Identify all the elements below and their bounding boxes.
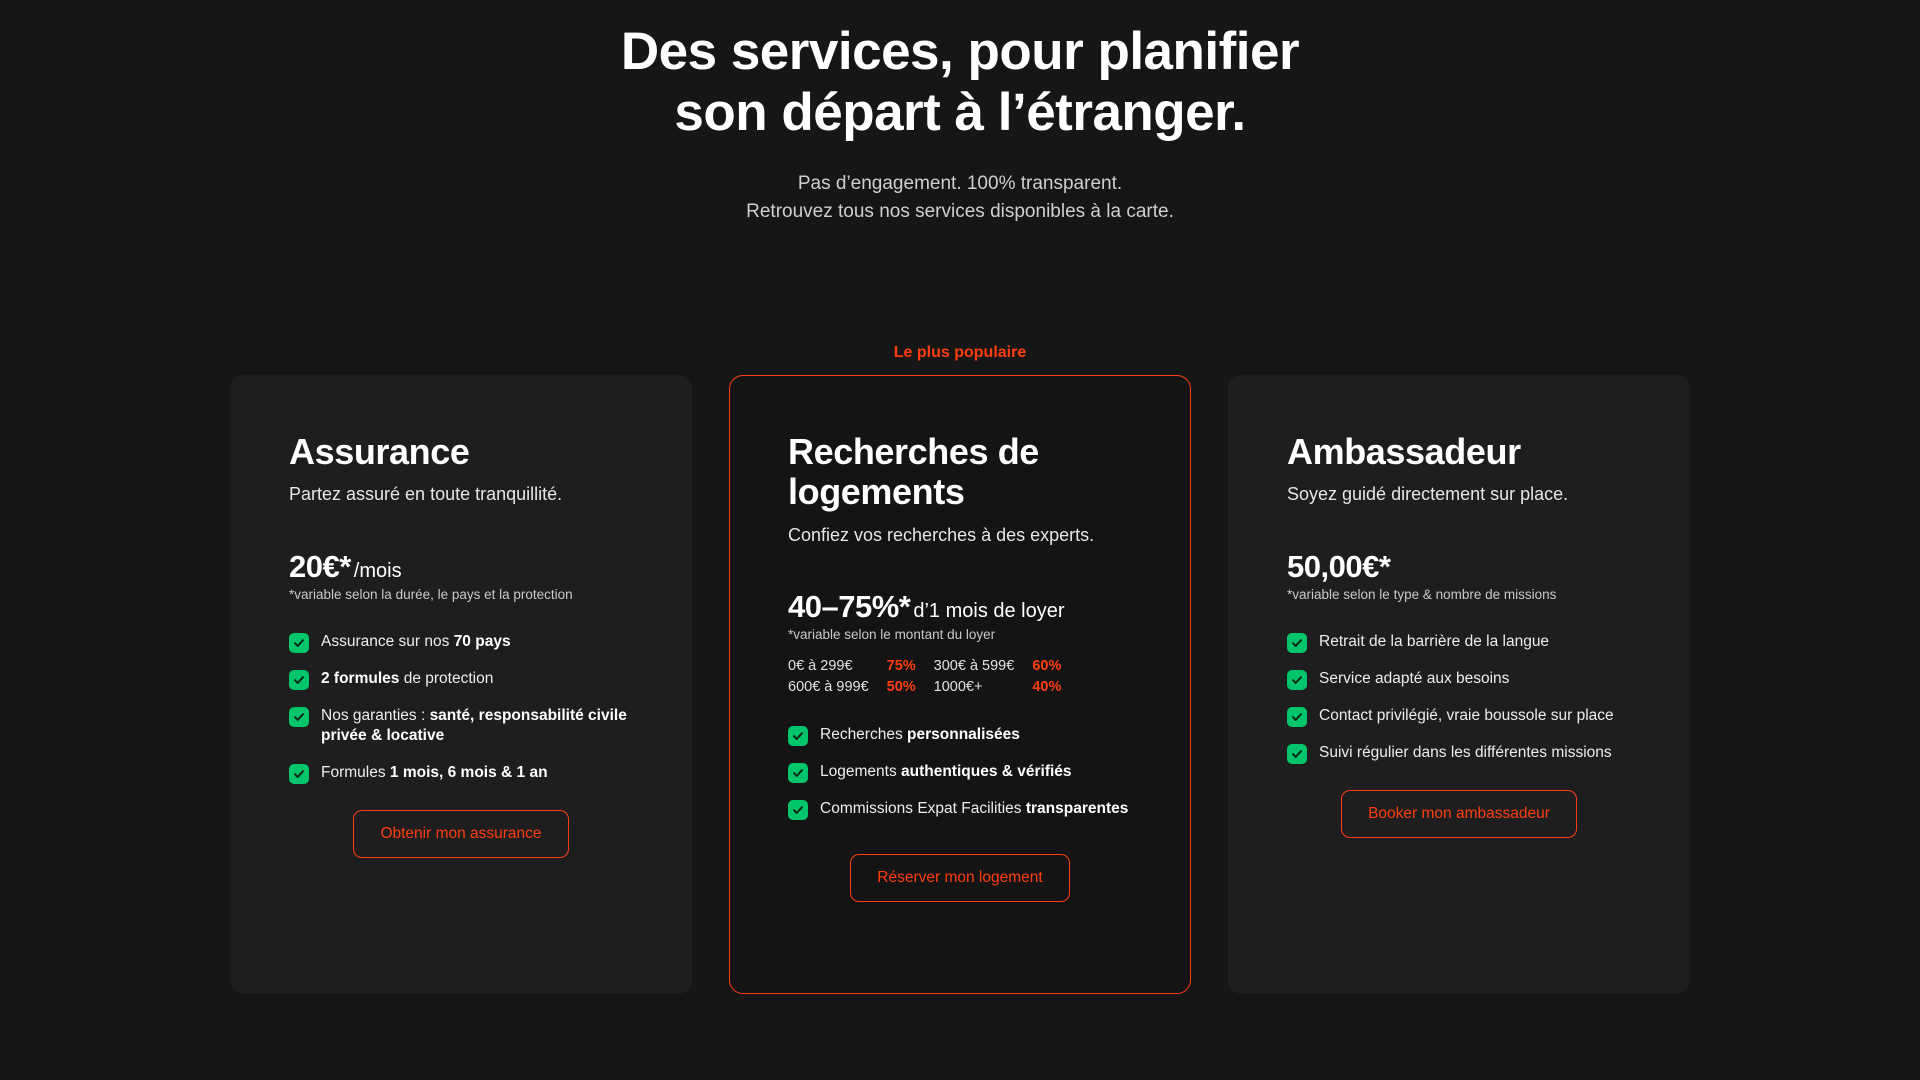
feature-list <box>289 632 633 784</box>
cta-container <box>289 810 633 858</box>
pricing-card-assurance-column <box>230 375 692 994</box>
price-block <box>289 549 633 602</box>
list-item <box>289 632 633 653</box>
rent-range: 600€ à 999€ <box>788 678 869 695</box>
list-item <box>788 762 1132 783</box>
card-title-line-1: Recherches de <box>788 431 1039 472</box>
pricing-card-ambassadeur[interactable] <box>1228 375 1690 994</box>
price-amount: 40–75%* <box>788 588 911 624</box>
feature-text: Nos garanties : santé, responsabilité civile privée & locative <box>321 706 627 745</box>
feature-text: Recherches personnalisées <box>820 725 1020 743</box>
feature-text: Commissions Expat Facilities transparentes <box>820 799 1129 817</box>
feature-list <box>1287 632 1631 764</box>
pricing-card-assurance[interactable] <box>230 375 692 994</box>
price-block <box>788 589 1132 695</box>
price-note: *variable selon le montant du loyer <box>788 626 996 642</box>
price-note: *variable selon le type & nombre de missions <box>1287 586 1557 602</box>
card-title <box>788 432 1132 513</box>
price-amount: 50,00€* <box>1287 548 1391 584</box>
check-icon <box>1287 670 1307 690</box>
page-subtitle <box>0 170 1920 227</box>
book-ambassador-button[interactable]: Booker mon ambassadeur <box>1341 790 1577 838</box>
cta-container <box>788 854 1132 902</box>
card-title: Assurance <box>289 431 470 472</box>
page-subtitle-line-2: Retrouvez tous nos services disponibles à la carte. <box>746 201 1174 223</box>
check-icon <box>289 670 309 690</box>
list-item <box>289 669 633 690</box>
list-item <box>1287 632 1631 653</box>
price-amount: 20€* <box>289 548 351 584</box>
page-header <box>0 0 1920 227</box>
feature-text: Logements authentiques & vérifiés <box>820 762 1072 780</box>
pricing-cards <box>0 344 1920 994</box>
page-title <box>0 22 1920 144</box>
check-icon <box>788 726 808 746</box>
rent-percent: 50% <box>886 678 916 695</box>
feature-text: Suivi régulier dans les différentes missions <box>1319 743 1612 761</box>
check-icon <box>1287 633 1307 653</box>
price-note: *variable selon la durée, le pays et la protection <box>289 586 573 602</box>
list-item <box>1287 743 1631 764</box>
check-icon <box>289 764 309 784</box>
check-icon <box>289 633 309 653</box>
feature-text: Assurance sur nos 70 pays <box>321 632 511 650</box>
pricing-card-logements[interactable] <box>729 375 1191 994</box>
pricing-card-ambassadeur-column <box>1228 375 1690 994</box>
rent-percent: 40% <box>1032 678 1062 695</box>
feature-text: Contact privilégié, vraie boussole sur place <box>1319 706 1614 724</box>
page-subtitle-line-1: Pas d’engagement. 100% transparent. <box>797 172 1123 194</box>
feature-text: Formules 1 mois, 6 mois & 1 an <box>321 763 548 781</box>
card-subtitle: Soyez guidé directement sur place. <box>1287 484 1569 505</box>
list-item <box>788 725 1132 746</box>
pricing-card-logements-column <box>729 344 1191 994</box>
rent-commission-table <box>788 658 1061 695</box>
rent-percent: 60% <box>1032 657 1062 674</box>
page-title-line-1: Des services, pour planifier <box>620 22 1300 81</box>
most-popular-badge: Le plus populaire <box>893 344 1027 361</box>
check-icon <box>1287 707 1307 727</box>
card-subtitle: Confiez vos recherches à des experts. <box>788 524 1095 545</box>
obtain-insurance-button[interactable]: Obtenir mon assurance <box>353 810 568 858</box>
check-icon <box>1287 744 1307 764</box>
price-unit: /mois <box>353 559 402 582</box>
card-title: Ambassadeur <box>1287 431 1521 472</box>
list-item <box>289 706 633 747</box>
rent-range: 300€ à 599€ <box>933 657 1015 674</box>
cta-container <box>1287 790 1631 838</box>
price-unit: d’1 mois de loyer <box>913 599 1065 622</box>
feature-text: Service adapté aux besoins <box>1319 669 1510 687</box>
price-block <box>1287 549 1631 602</box>
check-icon <box>788 800 808 820</box>
book-housing-button[interactable]: Réserver mon logement <box>850 854 1069 902</box>
list-item <box>788 799 1132 820</box>
list-item <box>289 763 633 784</box>
check-icon <box>289 707 309 727</box>
list-item <box>1287 706 1631 727</box>
list-item <box>1287 669 1631 690</box>
rent-range: 1000€+ <box>933 678 983 695</box>
card-title-line-2: logements <box>788 471 965 513</box>
rent-percent: 75% <box>886 657 916 674</box>
rent-range: 0€ à 299€ <box>788 657 853 674</box>
feature-text: 2 formules de protection <box>321 669 494 687</box>
check-icon <box>788 763 808 783</box>
page-title-line-2: son départ à l’étranger. <box>674 82 1246 142</box>
feature-text: Retrait de la barrière de la langue <box>1319 632 1550 650</box>
feature-list <box>788 725 1132 820</box>
card-subtitle: Partez assuré en toute tranquillité. <box>289 484 563 505</box>
